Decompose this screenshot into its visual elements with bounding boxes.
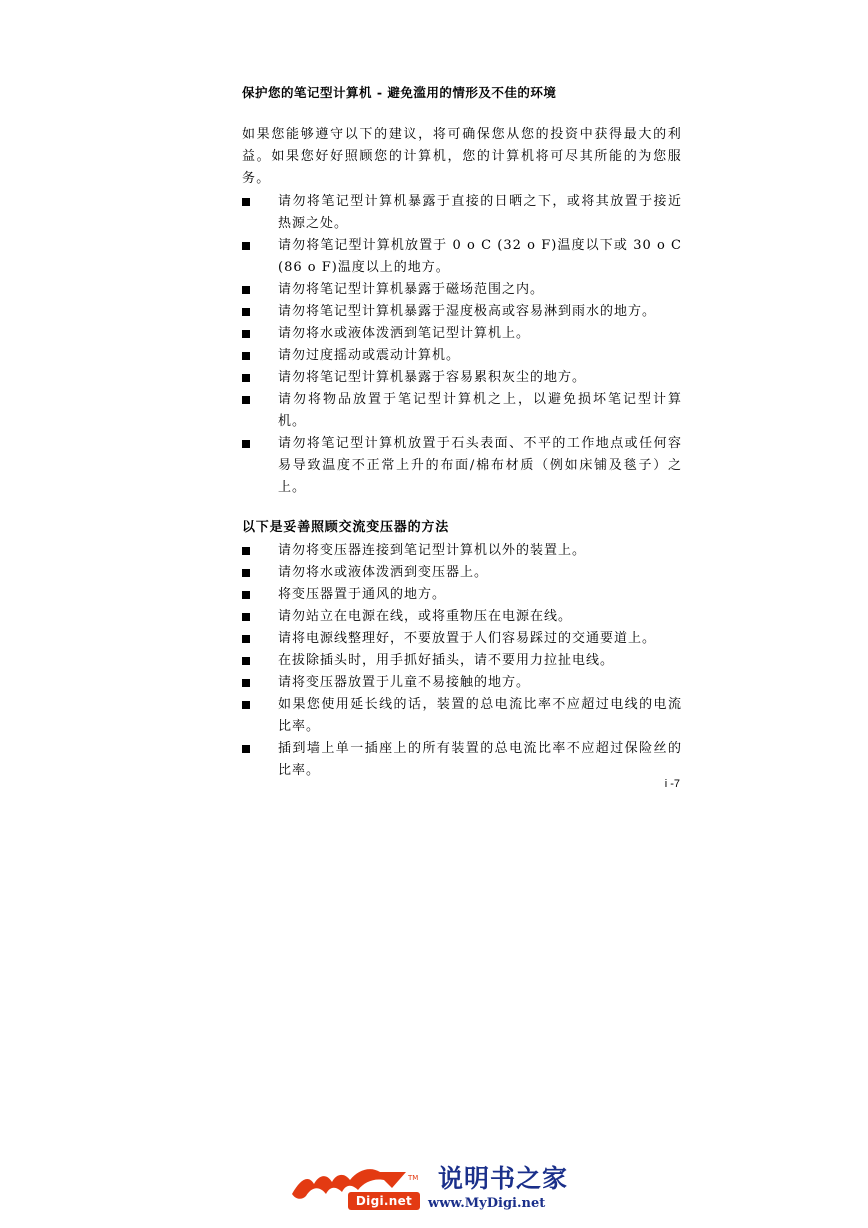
list-item-text: 请勿将笔记型计算机暴露于直接的日晒之下，或将其放置于接近热源之处。	[278, 194, 682, 231]
square-bullet-icon	[242, 330, 250, 338]
list-item-text: 请勿将笔记型计算机暴露于磁场范围之内。	[278, 282, 545, 297]
list-item-text: 请勿过度摇动或震动计算机。	[278, 348, 461, 363]
square-bullet-icon	[242, 591, 250, 599]
square-bullet-icon	[242, 242, 250, 250]
list-item	[242, 650, 682, 672]
list-item	[242, 540, 682, 562]
list-item-text: 如果您使用延长线的话，装置的总电流比率不应超过电线的电流比率。	[278, 697, 682, 734]
square-bullet-icon	[242, 396, 250, 404]
list-item-text: 在拔除插头时，用手抓好插头，请不要用力拉扯电线。	[278, 653, 615, 668]
square-bullet-icon	[242, 613, 250, 621]
protect-list	[242, 191, 682, 499]
square-bullet-icon	[242, 745, 250, 753]
square-bullet-icon	[242, 701, 250, 709]
square-bullet-icon	[242, 374, 250, 382]
square-bullet-icon	[242, 635, 250, 643]
adapter-section-title: 以下是妥善照顾交流变压器的方法	[242, 520, 450, 535]
square-bullet-icon	[242, 569, 250, 577]
brand-url: www.MyDigi.net	[428, 1196, 546, 1211]
square-bullet-icon	[242, 352, 250, 360]
list-item	[242, 433, 682, 499]
mydigi-watermark-logo	[288, 1164, 588, 1216]
list-item	[242, 738, 682, 782]
list-item	[242, 672, 682, 694]
digi-net-badge: Digi.net	[348, 1192, 420, 1210]
trademark-label: TM	[408, 1174, 419, 1182]
list-item	[242, 367, 682, 389]
adapter-list	[242, 540, 682, 782]
square-bullet-icon	[242, 198, 250, 206]
list-item-text: 将变压器置于通风的地方。	[278, 587, 447, 602]
list-item-text: 请勿将水或液体泼洒到变压器上。	[278, 565, 489, 580]
page-number: i -7	[664, 778, 680, 790]
list-item-text: 请将电源线整理好，不要放置于人们容易踩过的交通要道上。	[278, 631, 657, 646]
square-bullet-icon	[242, 308, 250, 316]
list-item	[242, 562, 682, 584]
list-item	[242, 301, 682, 323]
square-bullet-icon	[242, 286, 250, 294]
list-item	[242, 191, 682, 235]
list-item-text: 请将变压器放置于儿童不易接触的地方。	[278, 675, 531, 690]
list-item	[242, 323, 682, 345]
list-item-text: 请勿将变压器连接到笔记型计算机以外的装置上。	[278, 543, 587, 558]
list-item	[242, 584, 682, 606]
list-item-text: 请勿站立在电源在线，或将重物压在电源在线。	[278, 609, 573, 624]
list-item-text: 请勿将笔记型计算机暴露于容易累积灰尘的地方。	[278, 370, 587, 385]
section-title: 保护您的笔记型计算机 - 避免滥用的情形及不佳的环境	[242, 85, 557, 100]
list-item	[242, 694, 682, 738]
list-item-text: 请勿将水或液体泼洒到笔记型计算机上。	[278, 326, 531, 341]
intro-paragraph: 如果您能够遵守以下的建议，将可确保您从您的投资中获得最大的利益。如果您好好照顾您的计算机，您的计算机将可尽其所能的为您服务。	[242, 127, 682, 186]
list-item-text: 请勿将笔记型计算机放置于石头表面、不平的工作地点或任何容易导致温度不正常上升的布面/棉布材质（例如床铺及毯子）之上。	[278, 436, 682, 495]
list-item	[242, 235, 682, 279]
list-item	[242, 345, 682, 367]
brand-chinese-name: 说明书之家	[438, 1164, 569, 1193]
list-item-text: 插到墙上单一插座上的所有装置的总电流比率不应超过保险丝的比率。	[278, 741, 682, 778]
list-item-text: 请勿将笔记型计算机放置于 0 o C (32 o F)温度以下或 30 o C (86 o F)温度以上的地方。	[278, 238, 682, 275]
list-item-text: 请勿将物品放置于笔记型计算机之上，以避免损坏笔记型计算机。	[278, 392, 682, 429]
square-bullet-icon	[242, 657, 250, 665]
square-bullet-icon	[242, 440, 250, 448]
list-item-text: 请勿将笔记型计算机暴露于湿度极高或容易淋到雨水的地方。	[278, 304, 657, 319]
list-item	[242, 606, 682, 628]
list-item	[242, 279, 682, 301]
square-bullet-icon	[242, 547, 250, 555]
list-item	[242, 389, 682, 433]
list-item	[242, 628, 682, 650]
square-bullet-icon	[242, 679, 250, 687]
